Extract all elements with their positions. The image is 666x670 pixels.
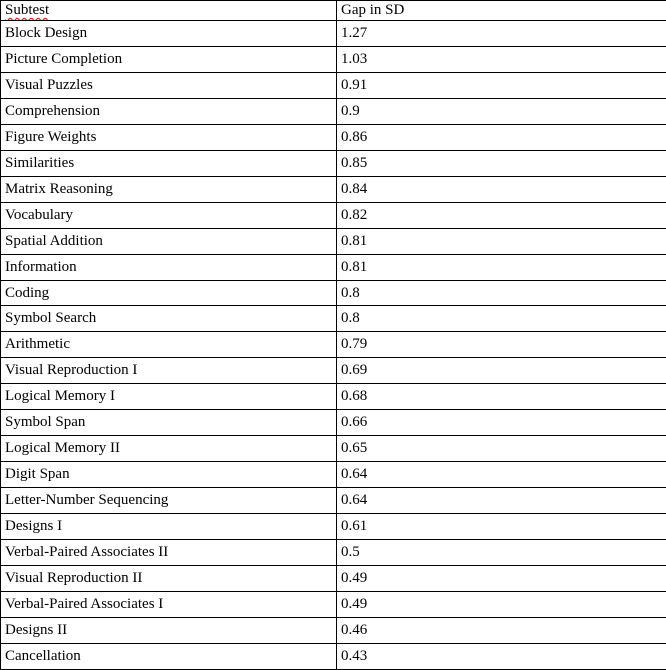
column-header-subtest-label: Subtest (5, 2, 50, 18)
gap-value-cell: 0.79 (337, 332, 666, 358)
subtest-cell: Picture Completion (1, 46, 337, 72)
gap-value-cell: 0.84 (337, 176, 666, 202)
table-row (1, 176, 666, 202)
subtest-cell: Visual Reproduction II (1, 566, 337, 592)
table-row (1, 202, 666, 228)
subtest-cell: Comprehension (1, 98, 337, 124)
gap-value-cell: 0.68 (337, 384, 666, 410)
table-row (1, 306, 666, 332)
table-row (1, 228, 666, 254)
subtest-cell: Similarities (1, 150, 337, 176)
gap-value-cell: 0.5 (337, 540, 666, 566)
subtest-cell: Verbal-Paired Associates I (1, 591, 337, 617)
table-row (1, 643, 666, 669)
gap-value-cell: 0.82 (337, 202, 666, 228)
table-row (1, 21, 666, 47)
subtest-cell: Digit Span (1, 462, 337, 488)
gap-value-cell: 0.81 (337, 228, 666, 254)
subtest-cell: Block Design (1, 21, 337, 47)
column-header-gap-in-sd (337, 1, 666, 21)
table-row (1, 488, 666, 514)
gap-value-cell: 0.46 (337, 617, 666, 643)
gap-value-cell: 0.64 (337, 462, 666, 488)
gap-value-cell: 0.86 (337, 124, 666, 150)
table-row (1, 72, 666, 98)
column-header-subtest (1, 1, 337, 21)
gap-value-cell: 0.49 (337, 566, 666, 592)
subtest-cell: Logical Memory I (1, 384, 337, 410)
table-row (1, 124, 666, 150)
gap-value-cell: 1.27 (337, 21, 666, 47)
subtest-cell: Symbol Span (1, 410, 337, 436)
table-row (1, 514, 666, 540)
gap-value-cell: 1.03 (337, 46, 666, 72)
subtest-cell: Designs II (1, 617, 337, 643)
subtest-cell: Vocabulary (1, 202, 337, 228)
gap-value-cell: 0.85 (337, 150, 666, 176)
table-row (1, 540, 666, 566)
table-row (1, 436, 666, 462)
subtest-cell: Symbol Search (1, 306, 337, 332)
subtest-cell: Information (1, 254, 337, 280)
table-row (1, 462, 666, 488)
gap-value-cell: 0.69 (337, 358, 666, 384)
table-row (1, 280, 666, 306)
header-row (1, 1, 666, 21)
subtest-cell: Logical Memory II (1, 436, 337, 462)
gap-value-cell: 0.81 (337, 254, 666, 280)
subtest-cell: Matrix Reasoning (1, 176, 337, 202)
table-row (1, 566, 666, 592)
table-row (1, 150, 666, 176)
gap-value-cell: 0.61 (337, 514, 666, 540)
column-header-gap-in-sd-label: Gap in SD (341, 2, 405, 18)
subtest-cell: Designs I (1, 514, 337, 540)
gap-value-cell: 0.8 (337, 280, 666, 306)
gap-value-cell: 0.91 (337, 72, 666, 98)
gap-value-cell: 0.49 (337, 591, 666, 617)
table-row (1, 46, 666, 72)
subtest-cell: Spatial Addition (1, 228, 337, 254)
subtest-cell: Verbal-Paired Associates II (1, 540, 337, 566)
subtest-cell: Coding (1, 280, 337, 306)
gap-value-cell: 0.64 (337, 488, 666, 514)
gap-value-cell: 0.8 (337, 306, 666, 332)
table-row (1, 591, 666, 617)
gap-value-cell: 0.66 (337, 410, 666, 436)
table-row (1, 617, 666, 643)
gap-value-cell: 0.43 (337, 643, 666, 669)
subtest-cell: Visual Puzzles (1, 72, 337, 98)
table-row (1, 98, 666, 124)
table-row (1, 254, 666, 280)
subtest-cell: Cancellation (1, 643, 337, 669)
subtest-cell: Arithmetic (1, 332, 337, 358)
subtest-cell: Figure Weights (1, 124, 337, 150)
table-row (1, 384, 666, 410)
table-row (1, 410, 666, 436)
table-row (1, 358, 666, 384)
table-row (1, 332, 666, 358)
gap-value-cell: 0.65 (337, 436, 666, 462)
gap-value-cell: 0.9 (337, 98, 666, 124)
table-body (1, 21, 666, 670)
subtest-cell: Letter-Number Sequencing (1, 488, 337, 514)
subtest-cell: Visual Reproduction I (1, 358, 337, 384)
